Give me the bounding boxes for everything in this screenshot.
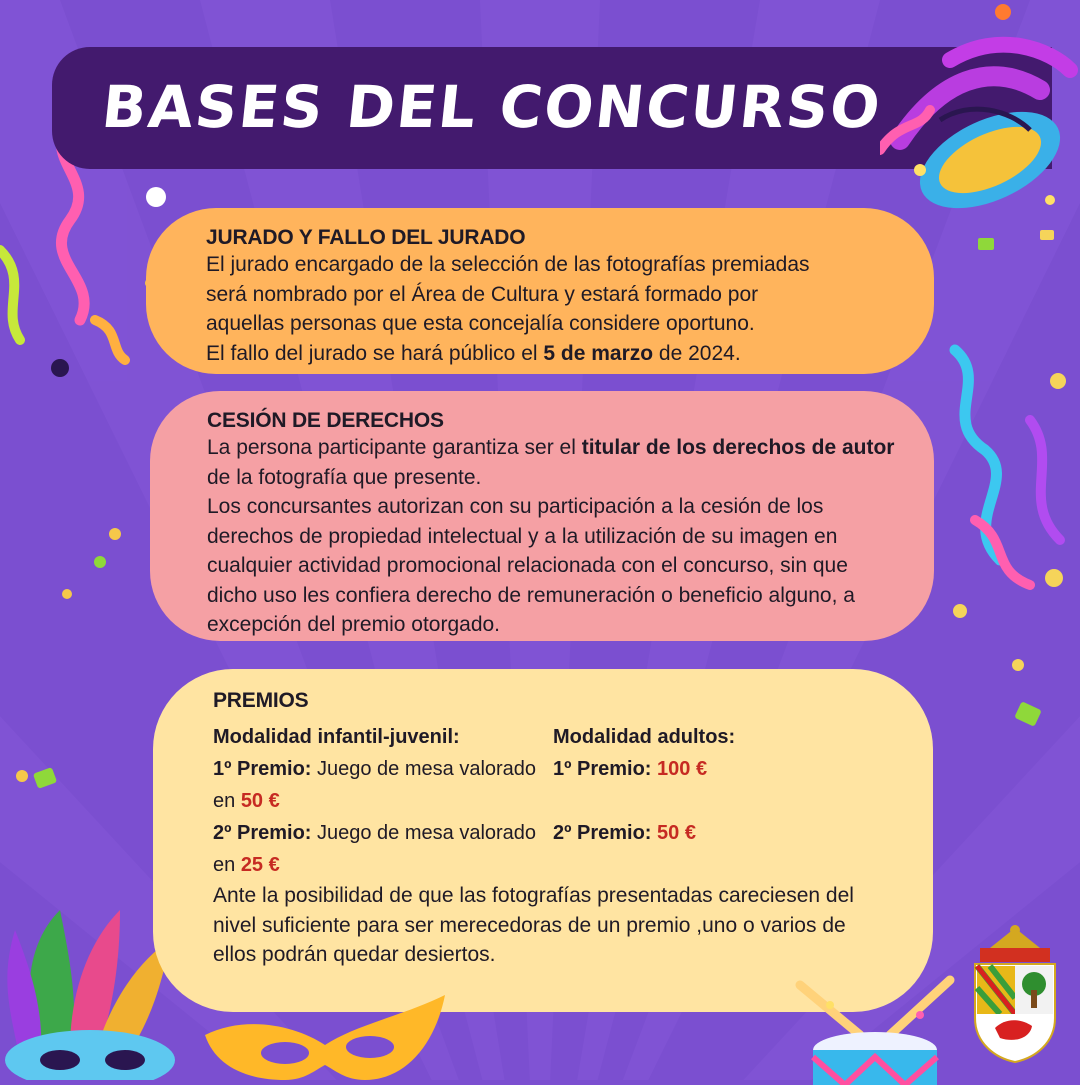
drum-icon: [790, 975, 960, 1085]
jurado-line-3: aquellas personas que esta concejalía considere oportuno.: [206, 312, 755, 335]
jurado-heading: JURADO Y FALLO DEL JURADO: [206, 226, 526, 249]
prize-columns: [213, 721, 893, 881]
derechos-heading: CESIÓN DE DERECHOS: [207, 409, 444, 432]
carnival-mask-icon: [880, 20, 1080, 220]
infantil-first-text: Juego de mesa valorado en: [213, 758, 537, 812]
infantil-second-label: 2º Premio:: [213, 822, 312, 844]
derechos-paragraph-1: [207, 433, 897, 492]
jurado-line-2: será nombrado por el Área de Cultura y estará formado por: [206, 282, 759, 306]
fallo-text-post: de 2024.: [653, 341, 741, 365]
adultos-second-value: 50 €: [657, 822, 696, 844]
jurado-card: [146, 208, 934, 374]
adultos-first-prize: [553, 753, 893, 785]
adultos-column: [553, 721, 893, 881]
infantil-first-label: 1º Premio:: [213, 758, 312, 780]
derechos-p1-bold: titular de los derechos de autor: [581, 436, 895, 459]
derechos-p1-pre: La persona participante garantiza ser el: [207, 436, 582, 459]
coat-of-arms-icon: [970, 918, 1060, 1064]
infantil-second-text: Juego de mesa valorado en: [213, 822, 537, 876]
adultos-spacer: [553, 785, 893, 817]
infantil-second-value: 25 €: [240, 854, 280, 876]
derechos-p1-post: de la fotografía que presente.: [207, 465, 482, 489]
infantil-title: Modalidad infantil-juvenil:: [213, 726, 460, 748]
premios-card: [153, 669, 933, 1012]
jurado-line-1: El jurado encargado de la selección de las fotografías premiadas: [206, 253, 810, 276]
infantil-first-value: 50 €: [240, 790, 280, 812]
infantil-second-prize: [213, 817, 553, 881]
premios-note: Ante la posibilidad de que las fotografías presentadas careciesen del nivel suficiente para ser merecedoras de un premio ,uno o varios de ellos podrán quedar desiertos.: [213, 884, 854, 966]
derechos-paragraph-2: Los concursantes autorizan con su participación a la cesión de los derechos de propiedad intelectual y a la utilización de su imagen en cualquier actividad promocional relacionada con el concurso, sin que dicho uso les confiera derecho de remuneración o beneficio alguno, a excepción del premio otorgado.: [207, 495, 855, 636]
infantil-first-prize: [213, 753, 553, 817]
fallo-text-pre: El fallo del jurado se hará público el: [206, 341, 544, 365]
jurado-text: [206, 250, 896, 368]
adultos-first-label: 1º Premio:: [553, 758, 658, 780]
fallo-date: 5 de marzo: [543, 341, 654, 365]
adultos-first-value: 100 €: [657, 758, 708, 780]
derechos-card: [150, 391, 934, 641]
adultos-second-prize: [553, 817, 893, 849]
infantil-column: [213, 721, 553, 881]
adultos-second-label: 2º Premio:: [553, 822, 658, 844]
adultos-title: Modalidad adultos:: [553, 726, 736, 748]
premios-heading: PREMIOS: [213, 689, 309, 712]
page-title: BASES DEL CONCURSO: [98, 73, 886, 141]
yellow-mask-icon: [205, 995, 445, 1085]
